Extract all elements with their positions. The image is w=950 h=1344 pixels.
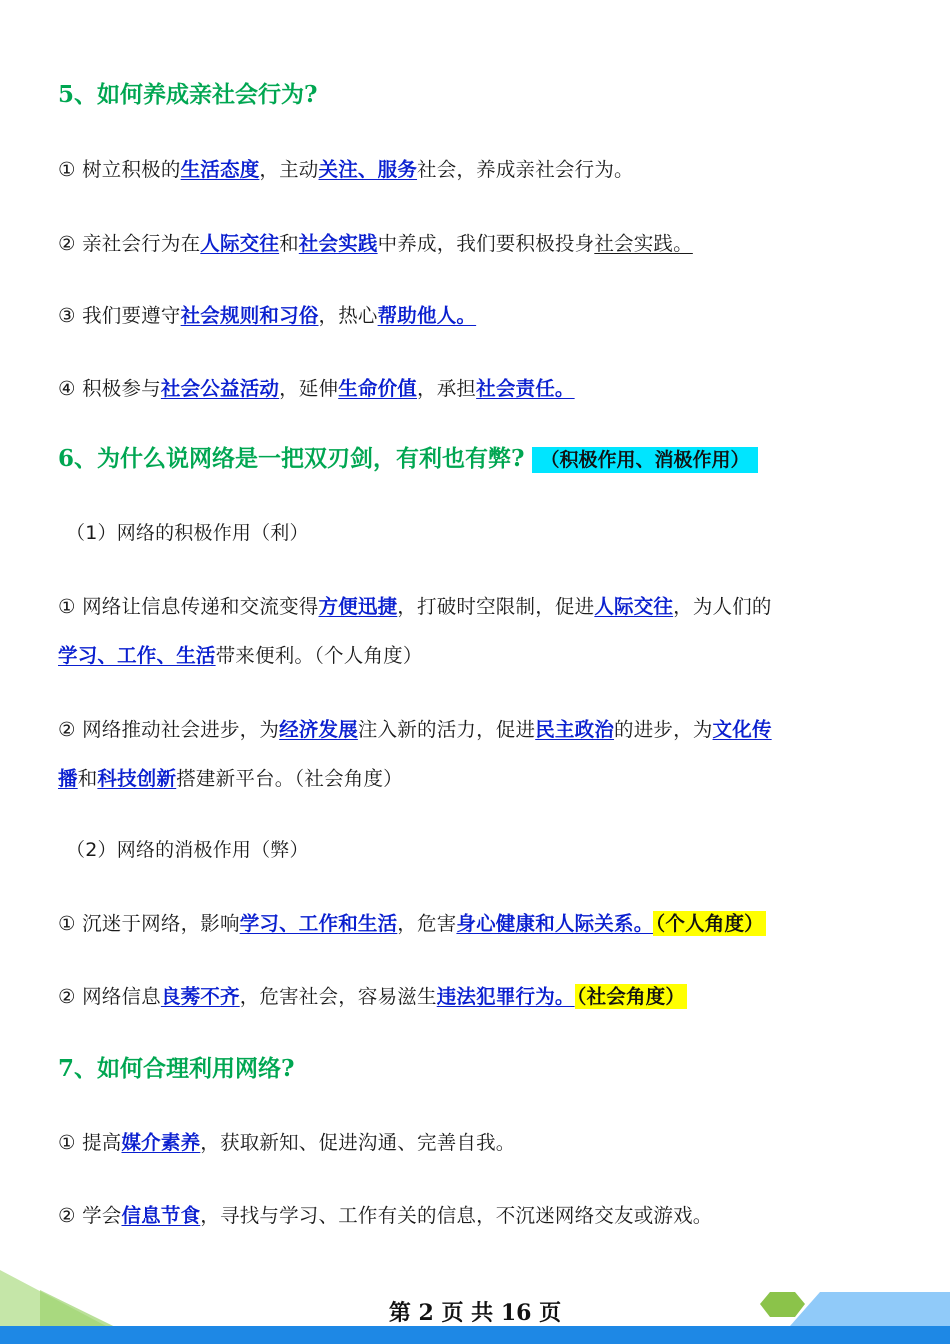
keyword-text: 违法犯罪行为。 (436, 985, 575, 1008)
page-number: 第 2 页 共 16 页 (388, 1300, 562, 1326)
subheading-positive: （1）网络的积极作用（利） (66, 522, 309, 544)
body-text: 和 (279, 232, 299, 255)
keyword-text: 帮助他人。 (377, 304, 477, 327)
body-text: ④ 积极参与 (58, 377, 161, 400)
section-5-heading: 5、如何养成亲社会行为? (58, 81, 318, 108)
body-text: ① 沉迷于网络，影响 (58, 912, 240, 935)
body-text: ① 网络让信息传递和交流变得 (58, 595, 319, 618)
keyword-text: 文化传 (712, 718, 772, 741)
body-text: ，寻找与学习、工作有关的信息，不沉迷网络交友或游戏。 (200, 1204, 713, 1227)
keyword-text: 经济发展 (279, 718, 358, 741)
body-text: ，危害社会，容易滋生 (239, 985, 437, 1008)
body-text: ② 网络信息 (58, 985, 161, 1008)
body-text: 社会，养成亲社会行为。 (417, 158, 634, 181)
body-text: ② 网络推动社会进步，为 (58, 718, 280, 741)
section-7-heading: 7、如何合理利用网络? (58, 1055, 295, 1082)
body-text: ，获取新知、促进沟通、完善自我。 (200, 1131, 516, 1154)
body-text: ① 提高 (58, 1131, 122, 1154)
keyword-text: 媒介素养 (121, 1131, 201, 1154)
underlined-text: 社会实践。 (594, 232, 693, 255)
subheading-negative: （2）网络的消极作用（弊） (66, 839, 309, 861)
body-text: 带来便利。（个人角度） (215, 644, 423, 667)
section-6-heading-tag: （积极作用、消极作用） (532, 447, 757, 473)
keyword-text: 人际交往 (594, 595, 674, 618)
keyword-text: 生活态度 (180, 158, 260, 181)
body-text: ② 亲社会行为在 (58, 232, 201, 255)
body-text: 的进步，为 (614, 718, 713, 741)
body-text: ，延伸 (279, 377, 339, 400)
body-text: ，打破时空限制，促进 (397, 595, 595, 618)
keyword-text: 社会规则和习俗 (180, 304, 319, 327)
keyword-text: 社会责任。 (476, 377, 575, 400)
body-text: ① 树立积极的 (58, 158, 181, 181)
body-text: ② 学会 (58, 1204, 122, 1227)
keyword-text: 播 (58, 767, 78, 790)
keyword-text: 民主政治 (535, 718, 615, 741)
perspective-tag: （个人角度） (655, 912, 764, 935)
body-text: ，主动 (259, 158, 319, 181)
keyword-text: 学习、工作、生活 (58, 644, 216, 667)
keyword-text: 关注、服务 (318, 158, 418, 181)
body-text: 中养成，我们要积极投身 (377, 232, 595, 255)
section-6-heading-text: 6、为什么说网络是一把双刃剑，有利也有弊? (58, 445, 525, 472)
body-text: ③ 我们要遵守 (58, 304, 181, 327)
keyword-text: 身心健康和人际关系。 (456, 912, 654, 935)
body-text: ，承担 (417, 377, 477, 400)
footer-blue-bar (0, 1326, 950, 1344)
body-text: ，热心 (318, 304, 378, 327)
keyword-text: 信息节食 (121, 1204, 201, 1227)
keyword-text: 社会公益活动 (160, 377, 280, 400)
keyword-text: 人际交往 (200, 232, 280, 255)
perspective-tag: （社会角度） (576, 985, 686, 1008)
body-text: ，危害 (397, 912, 457, 935)
body-text: 注入新的活力，促进 (357, 718, 536, 741)
keyword-text: 生命价值 (338, 377, 418, 400)
keyword-text: 社会实践 (298, 232, 378, 255)
keyword-text: 方便迅捷 (318, 595, 398, 618)
keyword-text: 科技创新 (97, 767, 177, 790)
body-text: 和 (77, 767, 98, 790)
body-text: ，为人们的 (673, 595, 772, 618)
keyword-text: 良莠不齐 (160, 985, 240, 1008)
keyword-text: 学习、工作和生活 (239, 912, 398, 935)
body-text: 搭建新平台。（社会角度） (176, 767, 403, 790)
